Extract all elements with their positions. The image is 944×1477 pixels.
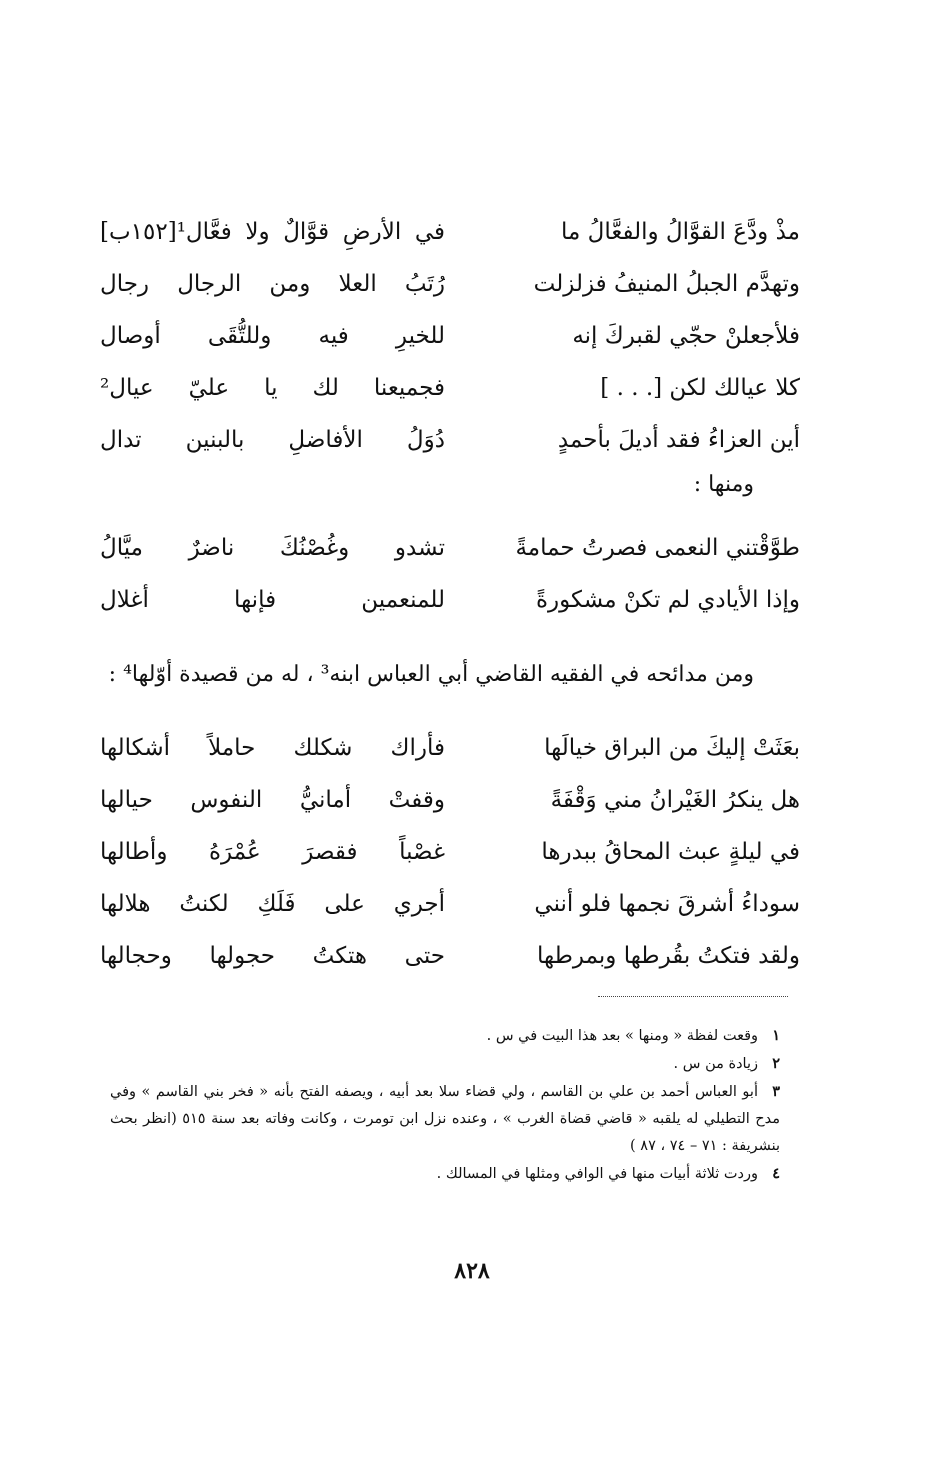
footnote bbox=[110, 1050, 780, 1078]
second-hemistich: في الأرضِ قوَّالٌ ولا فعَّال¹[١٥٢ب] bbox=[100, 219, 445, 245]
second-hemistich: دُوَلُ الأفاضلِ بالبنين تدال bbox=[100, 427, 445, 453]
second-hemistich: رُتَبُ العلا ومن الرجال رجال bbox=[100, 271, 445, 297]
footnote bbox=[110, 1160, 780, 1188]
first-hemistich: في ليلةٍ عبث المحاقُ ببدرها bbox=[541, 839, 800, 865]
first-hemistich: كلا عيالك لكن [. . . ] bbox=[600, 375, 800, 401]
second-hemistich: حتى هتكتُ حجولها وحجالها bbox=[100, 943, 445, 969]
second-hemistich: للخيرِ فيه وللتُّقَى أوصال bbox=[100, 323, 445, 349]
footnote-text: أبو العباس أحمد بن علي بن القاسم ، ولي قضاء سلا بعد أبيه ، ويصفه الفتح بأنه « فخر بني القاسم » وفي مدح التطيلي له يلقبه « قاضي قضاة الغرب » ، وعنده نزل ابن تومرت ، وكانت وفاته بعد سنة ٥١٥ (انظر بحث بنشريفة : ٧١ – ٧٤ ، ٨٧ ) bbox=[110, 1084, 780, 1154]
first-hemistich: وإذا الأيادي لم تكنْ مشكورةً bbox=[535, 587, 800, 613]
verse bbox=[100, 316, 800, 368]
first-hemistich: سوداءُ أشرقَ نجمها فلو أنني bbox=[534, 891, 800, 917]
footnote-number: ٢ bbox=[772, 1055, 780, 1072]
second-hemistich: فأراك شكلك حاملاً أشكالها bbox=[100, 735, 445, 761]
first-hemistich: أين العزاءُ فقد أديلَ بأحمدٍ bbox=[557, 427, 800, 453]
verse bbox=[100, 368, 800, 420]
section-intro-madaih: ومن مدائحه في الفقيه القاضي أبي العباس ابنه³ ، له من قصيدة أوّلها⁴ : bbox=[108, 662, 754, 687]
verse bbox=[100, 580, 800, 632]
section-heading-minha: ومنها : bbox=[693, 472, 754, 497]
second-hemistich: تشدو وغُصْنُكَ ناضرٌ ميَّالُ bbox=[100, 535, 445, 561]
footnotes bbox=[110, 1022, 780, 1188]
verse bbox=[100, 884, 800, 936]
verse bbox=[100, 420, 800, 472]
first-hemistich: بعَثَتْ إليكَ من البراق خيالَها bbox=[544, 735, 800, 761]
footnote-number: ١ bbox=[772, 1027, 780, 1044]
page-number: ٨٢٨ bbox=[454, 1258, 490, 1284]
poem-section-1 bbox=[100, 212, 800, 472]
verse bbox=[100, 264, 800, 316]
footnote-separator bbox=[598, 996, 788, 997]
poem-section-2 bbox=[100, 528, 800, 632]
footnote-text: وقعت لفظة « ومنها » بعد هذا البيت في س . bbox=[486, 1028, 758, 1044]
second-hemistich: للمنعمين فإنها أغلال bbox=[100, 587, 445, 613]
footnote bbox=[110, 1078, 780, 1160]
footnote-text: وردت ثلاثة أبيات منها في الوافي ومثلها في المسالك . bbox=[436, 1166, 758, 1182]
verse bbox=[100, 936, 800, 988]
verse bbox=[100, 528, 800, 580]
footnote-number: ٤ bbox=[772, 1165, 780, 1182]
second-hemistich: فجميعنا لك يا عليّ عيال² bbox=[100, 375, 445, 401]
first-hemistich: فلأجعلنْ حجّي لقبركَ إنه bbox=[572, 323, 800, 349]
first-hemistich: وتهدَّم الجبلُ المنيفُ فزلزلت bbox=[533, 271, 800, 297]
poem-section-3 bbox=[100, 728, 800, 988]
first-hemistich: طوَّقْتني النعمى فصرتُ حمامةً bbox=[515, 535, 800, 561]
footnote-number: ٣ bbox=[772, 1083, 780, 1100]
verse bbox=[100, 832, 800, 884]
footnote-text: زيادة من س . bbox=[673, 1056, 758, 1072]
verse bbox=[100, 728, 800, 780]
verse bbox=[100, 780, 800, 832]
second-hemistich: غصْباً فقصرَ عُمْرَهُ وأطالها bbox=[100, 839, 445, 865]
verse bbox=[100, 212, 800, 264]
first-hemistich: هل ينكرُ الغَيْرانُ مني وَقْفَةً bbox=[550, 787, 800, 813]
second-hemistich: أجري على فَلَكِ لكنتُ هلالها bbox=[100, 891, 445, 917]
first-hemistich: ولقد فتكتُ بقُرطها وبمرطها bbox=[536, 943, 800, 969]
first-hemistich: مذْ ودَّعَ القوَّالُ والفعَّالُ ما bbox=[560, 219, 800, 245]
second-hemistich: وقفتْ أمانيُّ النفوس حيالها bbox=[100, 787, 445, 813]
footnote bbox=[110, 1022, 780, 1050]
